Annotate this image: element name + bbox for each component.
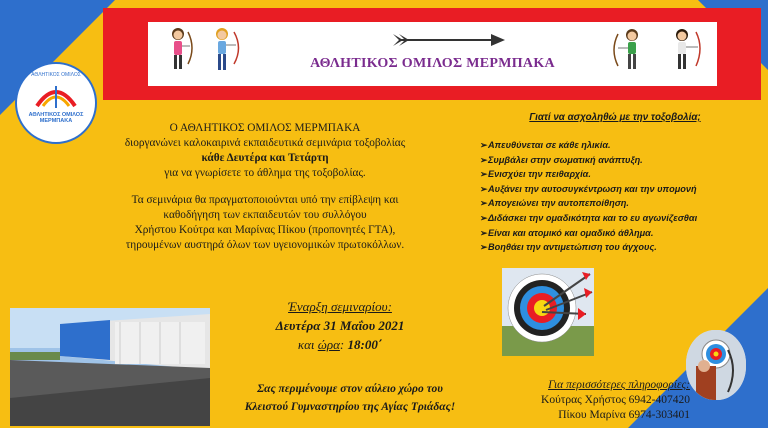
- arrow-bullet-icon: ➢: [480, 212, 488, 223]
- intro-line: διοργανώνει καλοκαιρινά εκπαιδευτικά σεμινάρια τοξοβολίας: [124, 137, 406, 149]
- seminar-start: [240, 297, 440, 354]
- logo-arc-text: ΑΘΛΗΤΙΚΟΣ ΟΜΙΛΟΣ: [31, 72, 81, 78]
- intro-line: τηρουμένων αυστηρά όλων των υγειονομικών πρωτοκόλλων.: [125, 239, 405, 251]
- list-item: [470, 226, 760, 241]
- contact-line: Κούτρας Χρήστος 6942-407420: [541, 393, 690, 406]
- list-item-text: Συμβάλει στην σωματική ανάπτυξη.: [488, 154, 643, 165]
- start-time-value: 18:00΄: [347, 337, 383, 352]
- archer-photo: [686, 330, 746, 400]
- archer-girl-right-icon: [668, 26, 704, 78]
- contact-title: Για περισσότερες πληροφορίες:: [548, 379, 690, 391]
- start-time-colon: :: [339, 337, 348, 352]
- gym-photo: [10, 308, 210, 426]
- list-item-text: Απογειώνει την αυτοπεποίθηση.: [488, 198, 629, 209]
- arrow-bullet-icon: ➢: [480, 227, 488, 238]
- list-item-text: Βοηθάει την αντιμετώπιση του άγχους.: [488, 242, 657, 253]
- list-item-text: Διδάσκει την ομαδικότητα και το ευ αγωνίζεσθαι: [488, 212, 698, 223]
- archer-boy-right-icon: [610, 26, 646, 78]
- start-time: [240, 335, 440, 354]
- meeting-place-line: Κλειστού Γυμναστηρίου της Αγίας Τριάδας!: [244, 401, 456, 413]
- intro-line: καθοδήγηση των εκπαιδευτών του συλλόγου: [163, 209, 367, 221]
- gym-building-image: [10, 308, 210, 426]
- contact-line: Πίκου Μαρίνα 6974-303401: [558, 408, 690, 421]
- page-title: ΑΘΛΗΤΙΚΟΣ ΟΜΙΛΟΣ ΜΕΡΜΠΑΚΑ: [310, 56, 555, 71]
- list-item: [470, 182, 760, 197]
- start-date: Δευτέρα 31 Μαΐου 2021: [275, 318, 405, 333]
- intro-schedule: κάθε Δευτέρα και Τετάρτη: [201, 152, 329, 164]
- list-item: [470, 196, 760, 211]
- header-banner-inner: [148, 22, 717, 86]
- benefits-list: [470, 138, 760, 255]
- intro-text: [70, 121, 460, 253]
- meeting-place-line: Σας περιμένουμε στον αύλειο χώρο του: [257, 383, 443, 395]
- start-label: Έναρξη σεμιναρίου:: [288, 299, 392, 314]
- start-time-prefix: και: [297, 337, 318, 352]
- archer-aiming-icon: [686, 330, 746, 400]
- list-item: [470, 153, 760, 168]
- archery-target-image: [502, 268, 594, 356]
- target-icon: [502, 268, 594, 356]
- intro-line: Τα σεμινάρια θα πραγματοποιούνται υπό την επίβλεψη και: [131, 194, 399, 206]
- arrow-icon: [393, 32, 505, 48]
- list-item-text: Ενισχύει την πειθαρχία.: [488, 169, 591, 180]
- logo-text-main: ΑΘΛΗΤΙΚΟΣ ΟΜΙΛΟΣ: [28, 112, 84, 118]
- list-item-text: Απευθύνεται σε κάθε ηλικία.: [488, 140, 611, 150]
- arrow-bullet-icon: ➢: [480, 242, 488, 253]
- arrow-bullet-icon: ➢: [480, 183, 488, 194]
- arrow-bullet-icon: ➢: [480, 140, 488, 150]
- arrow-bullet-icon: ➢: [480, 198, 488, 209]
- list-item: [470, 167, 760, 182]
- contact-info: [505, 378, 690, 422]
- intro-line: Χρήστου Κούτρα και Μαρίνας Πίκου (προπονητές ΓΤΑ),: [134, 224, 396, 236]
- header-banner: [103, 8, 761, 100]
- intro-line: Ο ΑΘΛΗΤΙΚΟΣ ΟΜΙΛΟΣ ΜΕΡΜΠΑΚΑ: [169, 122, 361, 134]
- arrow-bullet-icon: ➢: [480, 169, 488, 180]
- arrow-bullet-icon: ➢: [480, 154, 488, 165]
- intro-line: για να γνωρίσετε το άθλημα της τοξοβολίας.: [164, 167, 366, 179]
- list-item-text: Αυξάνει την αυτοσυγκέντρωση και την υπομονή: [488, 183, 697, 194]
- meeting-place: [205, 380, 495, 416]
- start-time-label: ώρα: [317, 337, 340, 352]
- list-item-text: Είναι και ατομικό και ομαδικό άθλημα.: [488, 227, 654, 238]
- logo-text-sub: ΜΕΡΜΠΑΚΑ: [39, 118, 73, 124]
- list-item: [470, 138, 760, 153]
- list-item: [470, 211, 760, 226]
- why-archery-title: Γιατί να ασχοληθώ με την τοξοβολία;: [529, 112, 701, 123]
- why-archery-section: [470, 112, 760, 255]
- list-item: [470, 240, 760, 255]
